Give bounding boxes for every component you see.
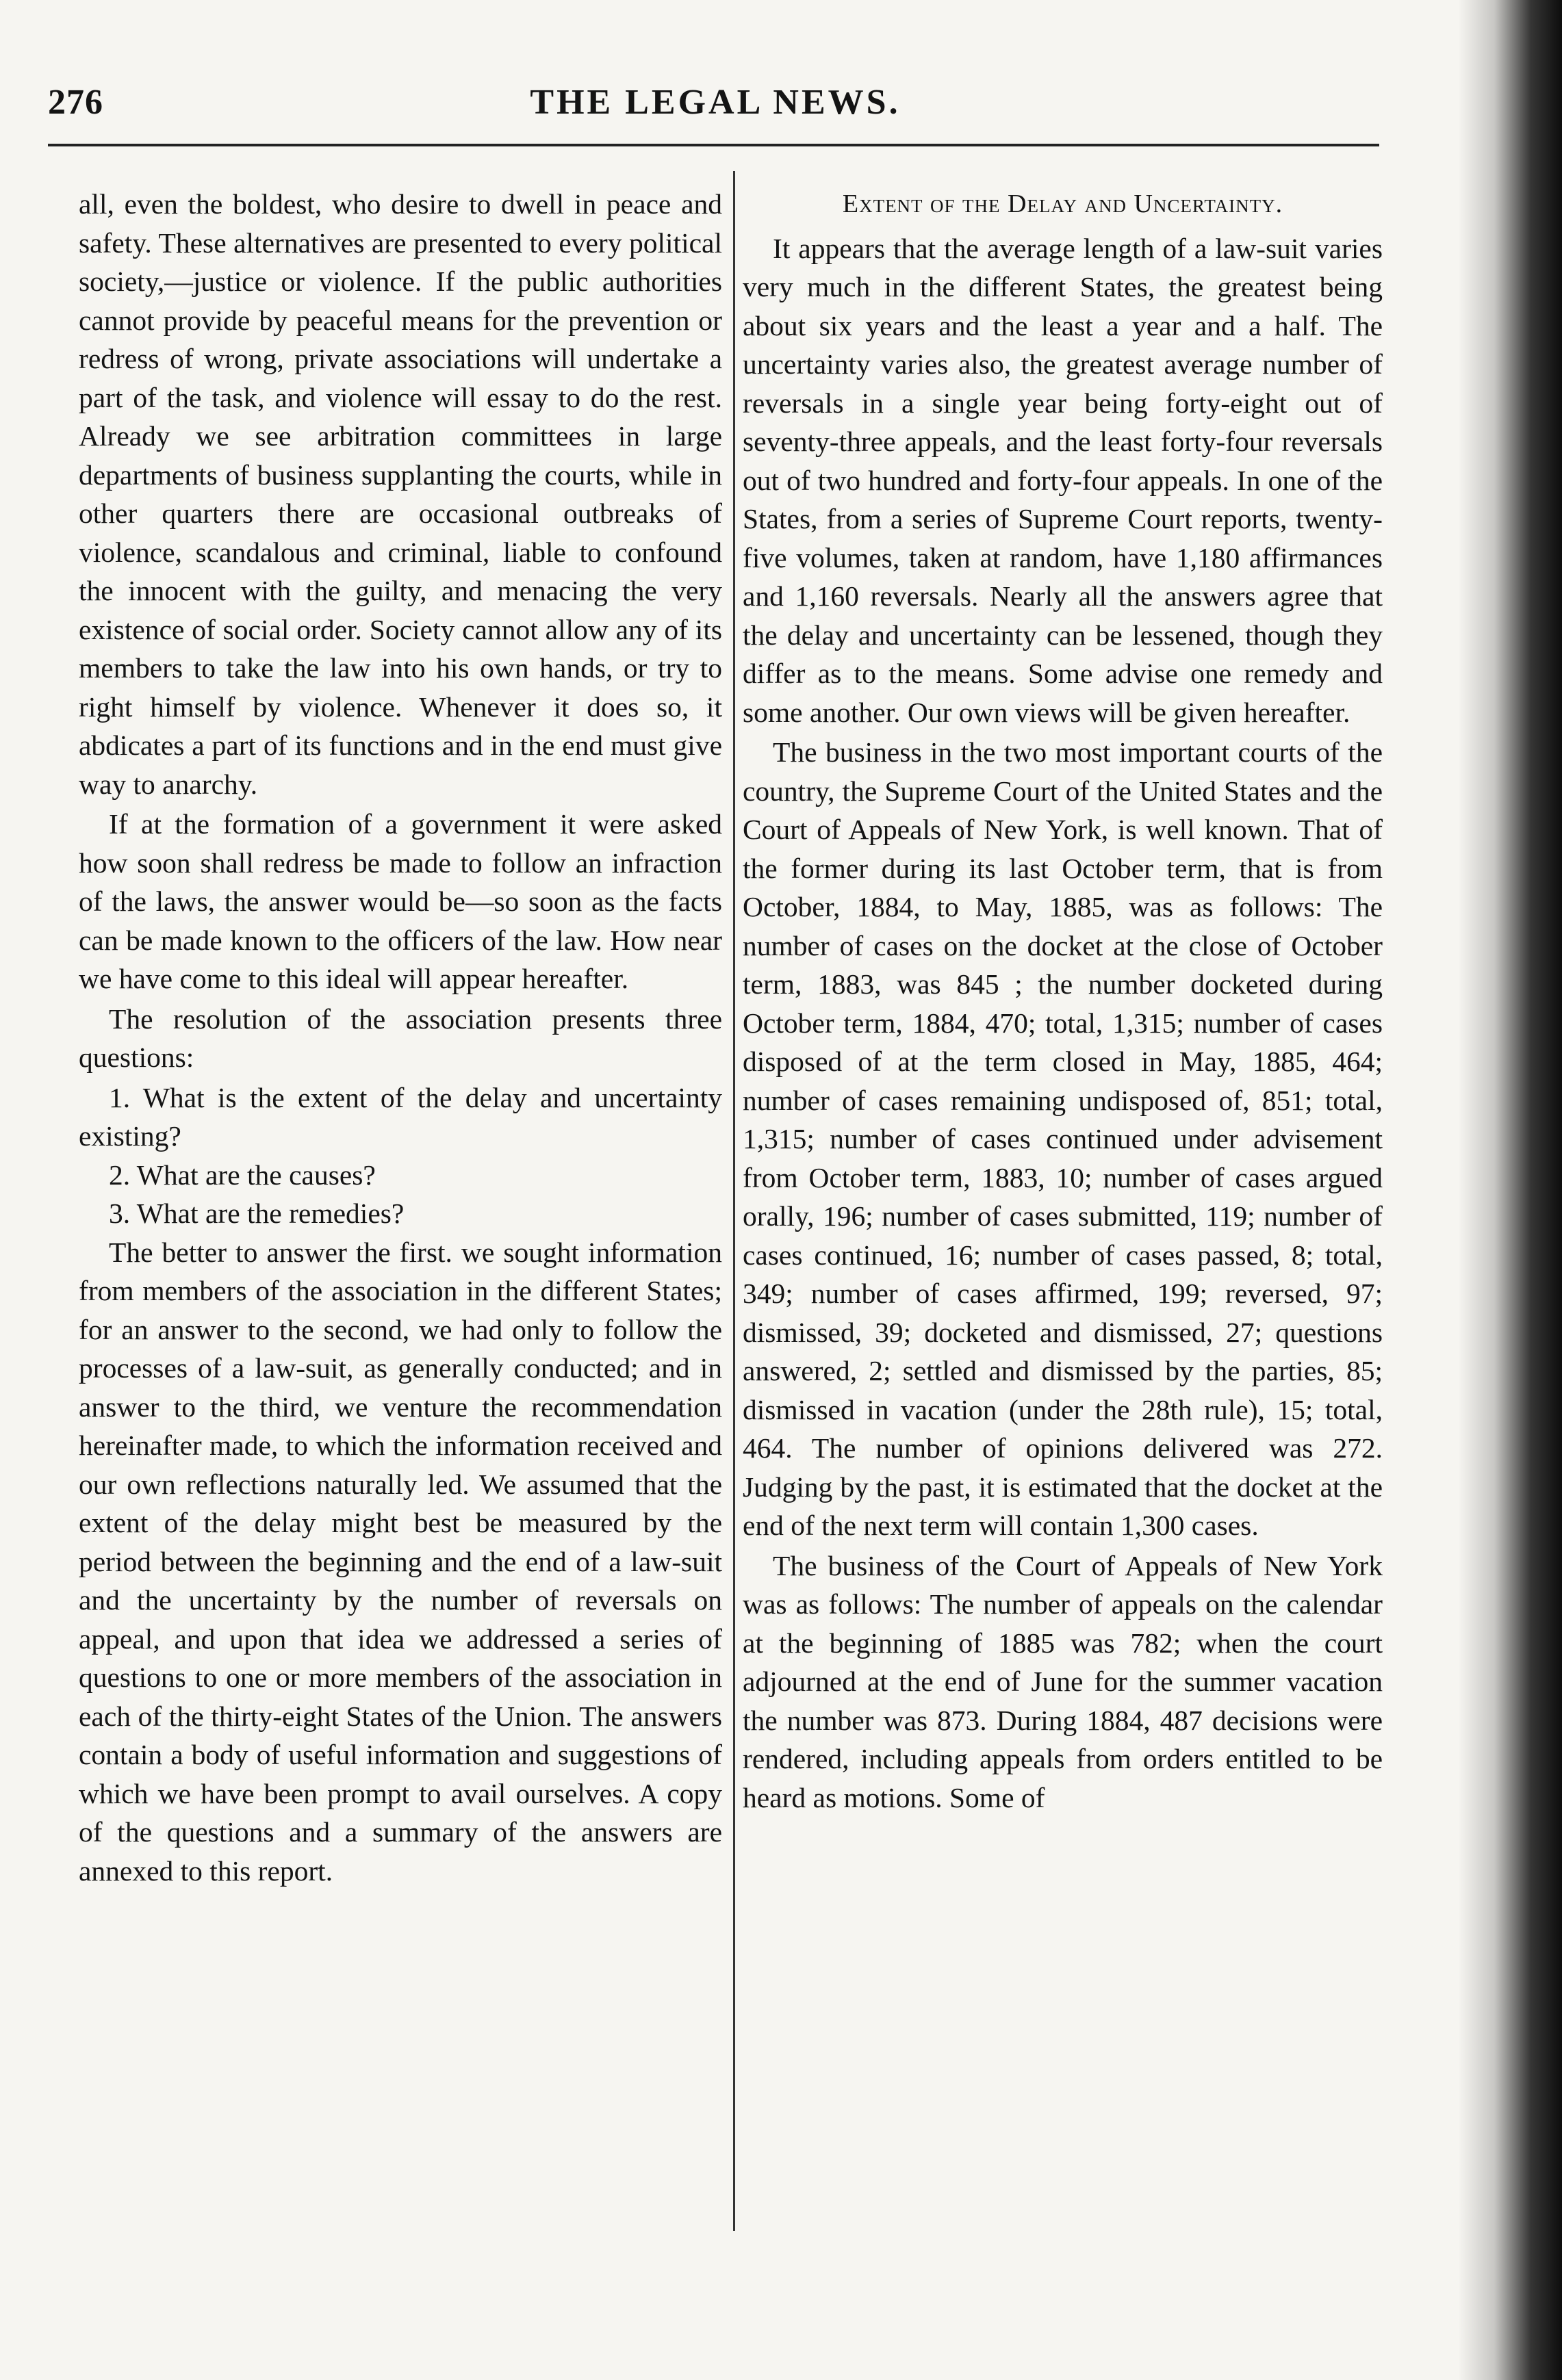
scan-edge-shadow bbox=[1458, 0, 1562, 2380]
page-header bbox=[48, 82, 1383, 137]
paragraph-continuation: all, even the boldest, who desire to dwell in peace and safety. These alternatives are presented to every political society,—justice or violence. If the public authorities cannot provide by peaceful means for the prevention or redress of wrong, private associations will undertake a part of the task, and violence will essay to do the rest. Already we see arbitration committees in large departments of business supplanting the courts, while in other quarters there are occasional outbreaks of violence, scandalous and criminal, liable to confound the innocent with the guilty, and menacing the very existence of social order. Society cannot allow any of its members to take the law into his own hands, or try to right himself by violence. Whenever it does so, it abdicates a part of its functions and in the end must give way to anarchy. bbox=[79, 188, 722, 800]
column-divider bbox=[733, 171, 735, 2231]
paragraph-formation-of-government: If at the formation of a government it were asked how soon shall redress be made to follow an infraction of the laws, the answer would be—so soon as the facts can be made known to the officers of the law. How near we have come to this ideal will appear hereafter. bbox=[79, 808, 722, 994]
header-rule bbox=[48, 144, 1379, 146]
paragraph-supreme-court-business: The business in the two most important courts of the country, the Supreme Court of the United States and the Court of Appeals of New York, is well known. That of the former during its last October term, that is from October, 1884, to May, 1885, was as follows: The number of cases on the docket at the close of October term, 1883, was 845 ; the number docketed during October term, 1884, 470; total, 1,315; number of cases disposed of at the term closed in May, 1885, 464; number of cases remaining undisposed of, 851; total, 1,315; number of cases continued under advisement from October term, 1883, 10; number of cases argued orally, 196; number of cases submitted, 119; number of cases continued, 16; number of cases passed, 8; total, 349; number of cases affirmed, 199; reversed, 97; dismissed, 39; docketed and dismissed, 27; questions answered, 2; settled and dismissed by the parties, 85; dismissed in vacation (under the 28th rule), 15; total, 464. The number of opinions delivered was 272. Judging by the past, it is estimated that the docket at the end of the next term will contain 1,300 cases. bbox=[743, 736, 1383, 1541]
question-item-3: 3. What are the remedies? bbox=[109, 1198, 405, 1229]
page-number: 276 bbox=[48, 83, 103, 122]
paragraph-resolution: The resolution of the association presents three questions: bbox=[79, 1003, 722, 1073]
paragraph-methodology: The better to answer the first. we sought information from members of the association in the different States; for an answer to the second, we had only to follow the processes of a law-suit, as generally conducted; and in answer to the third, we venture the recommendation hereinafter made, to which the information received and our own reflections naturally led. We assumed that the extent of the delay might best be measured by the period between the beginning and the end of a law-suit and the uncertainty by the number of reversals on appeal, and upon that idea we addressed a series of questions to one or more members of the association in each of the thirty-eight States of the Union. The answers contain a body of useful information and suggestions of which we have been prompt to avail ourselves. A copy of the questions and a summary of the answers are annexed to this report. bbox=[79, 1236, 722, 1887]
journal-title: THE LEGAL NEWS. bbox=[530, 83, 901, 122]
question-item-2: 2. What are the causes? bbox=[109, 1159, 376, 1191]
paragraph-extent: It appears that the average length of a law-suit varies very much in the different States, the greatest being about six years and the least a year and a half. The uncertainty varies also, the greatest average number of reversals in a single year being forty-eight out of seventy-three appeals, and the least forty-four reversals out of two hundred and forty-four appeals. In one of the States, from a series of Supreme Court reports, twenty-five volumes, taken at random, have 1,180 affirmances and 1,160 reversals. Nearly all the answers agree that the delay and uncertainty can be lessened, though they differ as to the means. Some advise one remedy and some another. Our own views will be given hereafter. bbox=[743, 232, 1383, 728]
section-heading: Extent of the Delay and Uncertainty. bbox=[842, 190, 1283, 218]
paragraph-court-of-appeals-business: The business of the Court of Appeals of New York was as follows: The number of appeals on the calendar at the beginning of 1885 was 782; when the court adjourned at the end of June for the summer vacation the number was 873. During 1884, 487 decisions were rendered, including appeals from orders entitled to be heard as motions. Some of bbox=[743, 1549, 1383, 1813]
left-column bbox=[79, 185, 722, 1891]
question-item-1: 1. What is the extent of the delay and uncertainty existing? bbox=[79, 1081, 722, 1152]
right-column bbox=[743, 185, 1383, 1818]
